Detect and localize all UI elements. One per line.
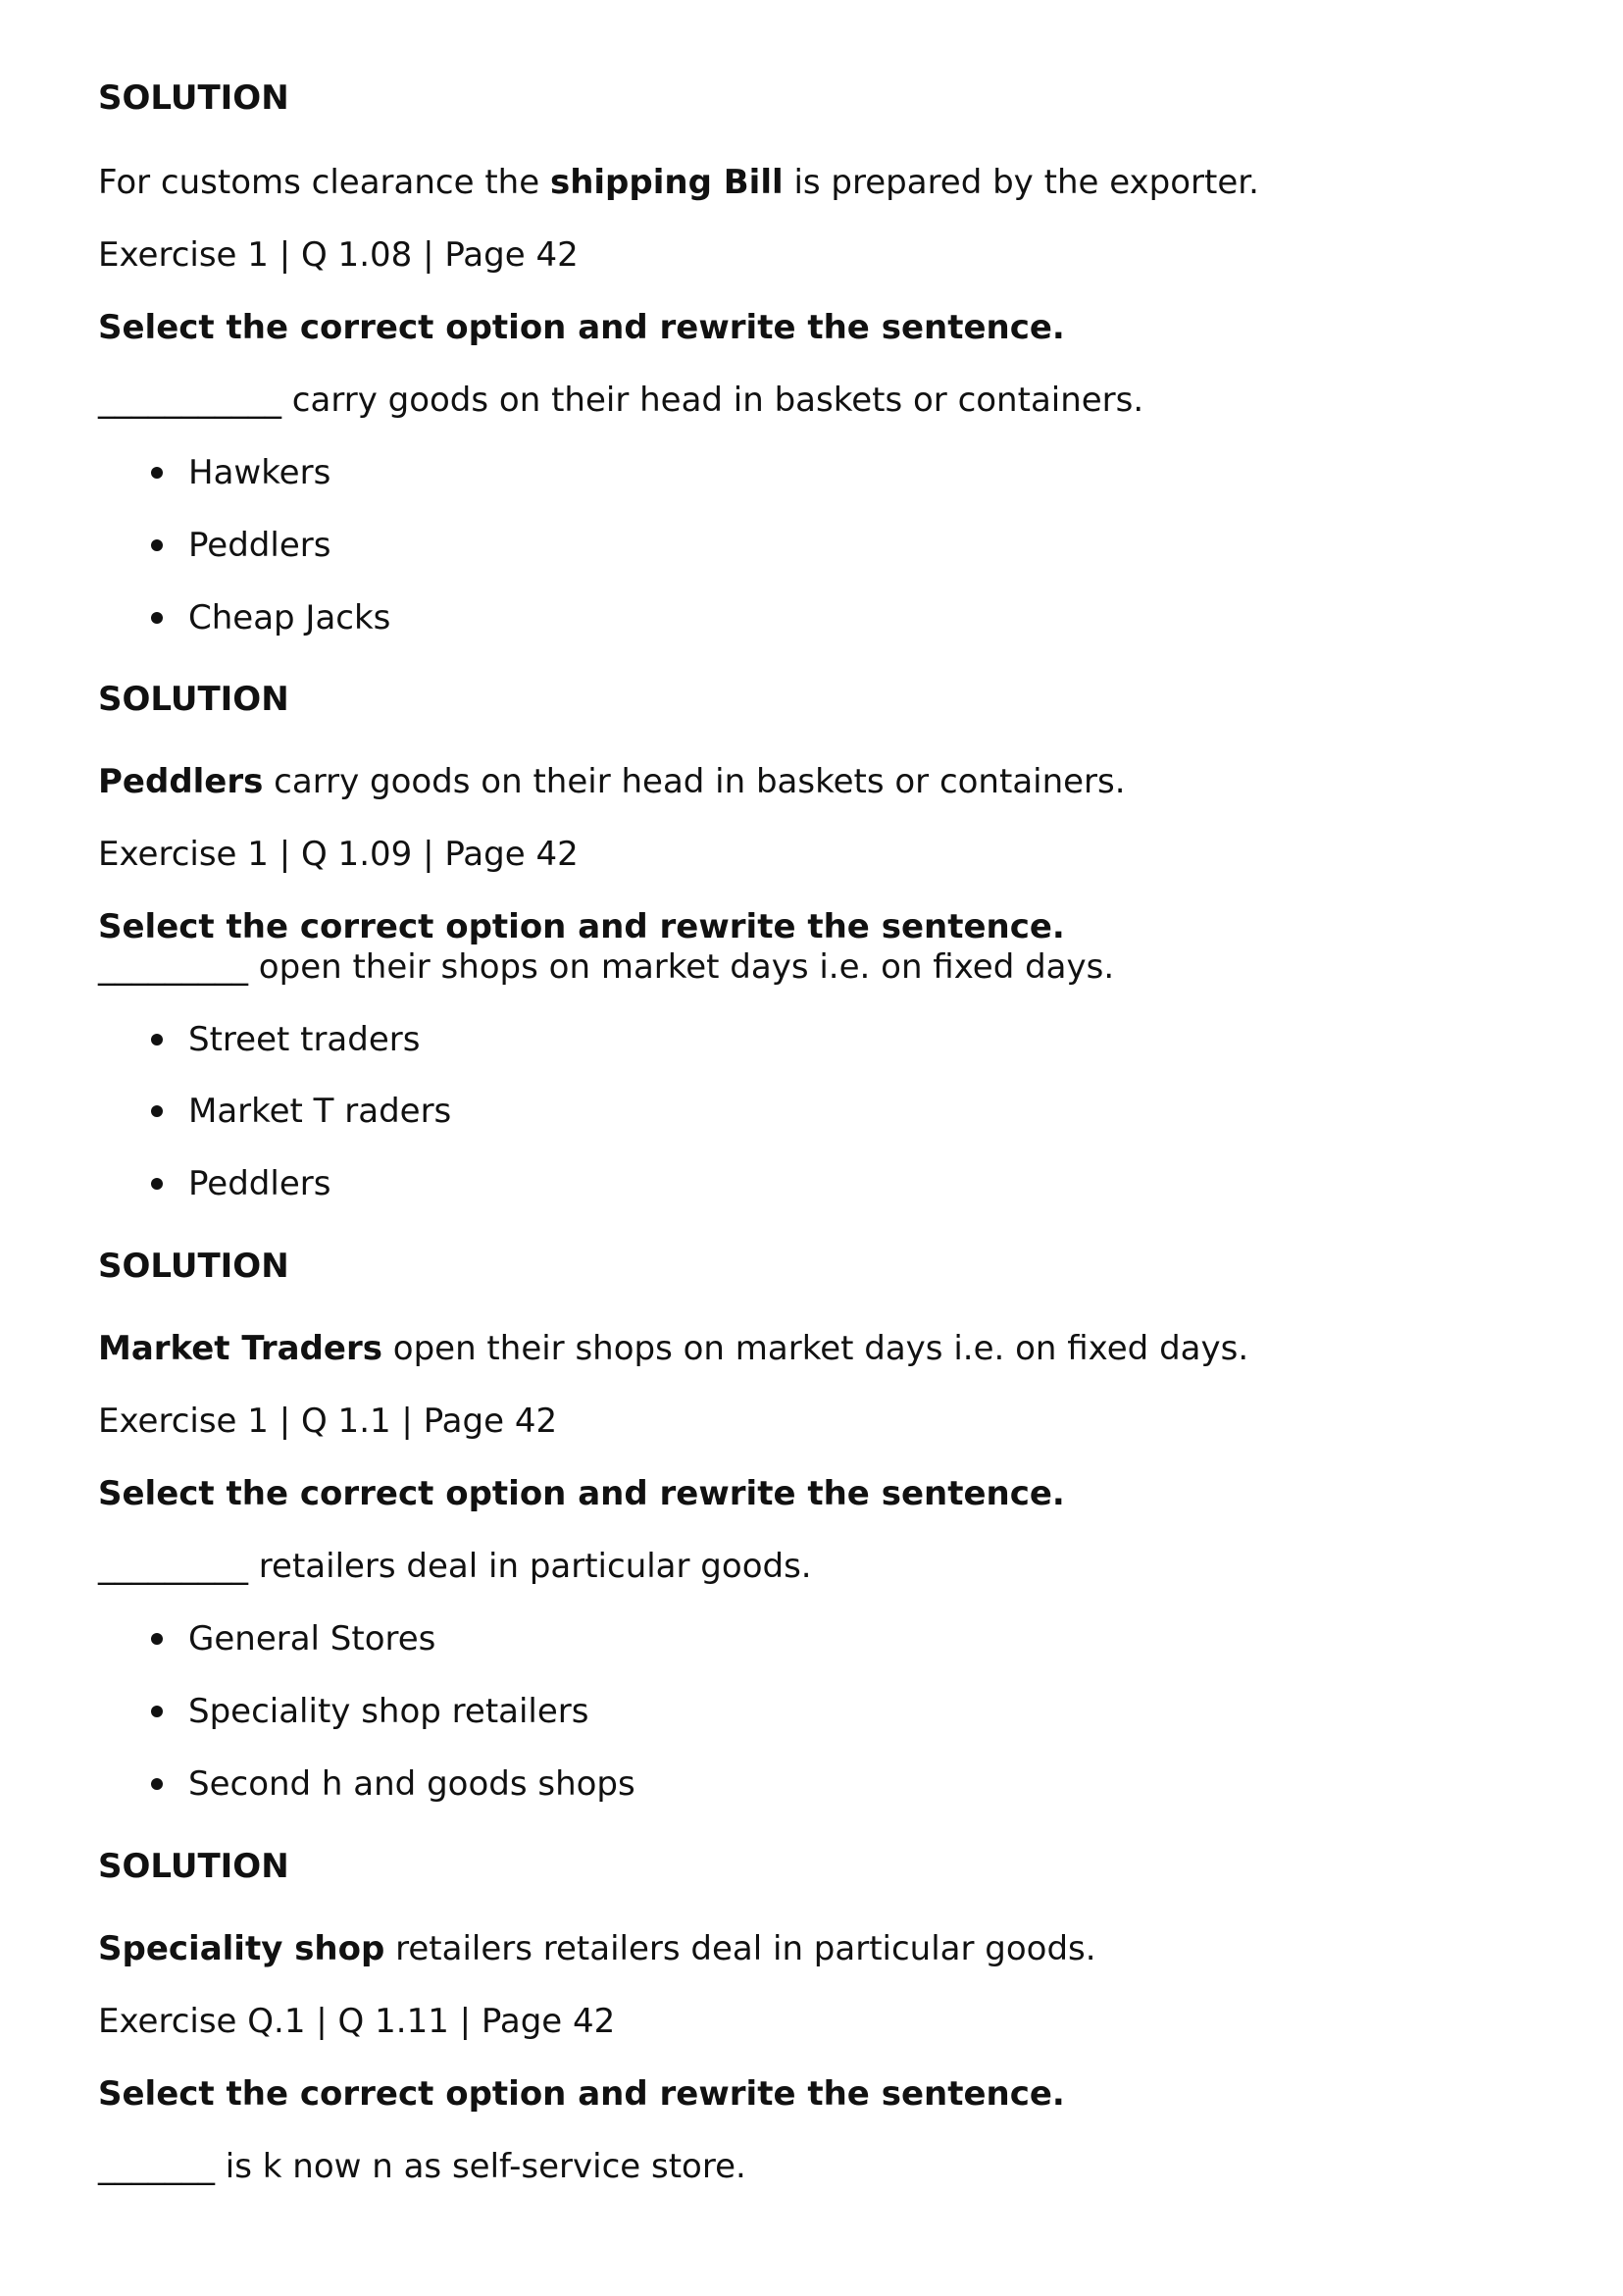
bullet-icon [151, 1105, 163, 1117]
question-text: _______ is k now n as self-service store. [98, 2147, 746, 2186]
question-instruction: Select the correct option and rewrite the sentence. [98, 907, 1065, 946]
bullet-icon [151, 1034, 163, 1046]
option-item: Second h and goods shops [188, 1764, 635, 1804]
bullet-icon [151, 1778, 163, 1790]
option-item: Market T raders [188, 1092, 452, 1131]
bullet-icon [151, 612, 163, 624]
solution-heading: SOLUTION [98, 1847, 289, 1886]
exercise-reference: Exercise 1 | Q 1.1 | Page 42 [98, 1402, 558, 1441]
option-item: Speciality shop retailers [188, 1692, 589, 1731]
solution-answer: Market Traders open their shops on market days i.e. on fixed days. [98, 1329, 1249, 1368]
bullet-icon [151, 539, 163, 551]
exercise-reference: Exercise Q.1 | Q 1.11 | Page 42 [98, 2002, 616, 2041]
option-item: Peddlers [188, 526, 331, 565]
solution-answer: Speciality shop retailers retailers deal in particular goods. [98, 1929, 1096, 1968]
solution-heading: SOLUTION [98, 680, 289, 719]
bullet-icon [151, 1633, 163, 1645]
option-item: Hawkers [188, 453, 331, 492]
question-instruction: Select the correct option and rewrite the sentence. [98, 1474, 1065, 1513]
bullet-icon [151, 1178, 163, 1190]
bullet-icon [151, 1706, 163, 1717]
question-text: _________ open their shops on market days i.e. on fixed days. [98, 947, 1115, 987]
option-item: Peddlers [188, 1164, 331, 1203]
option-item: Cheap Jacks [188, 598, 391, 638]
bullet-icon [151, 467, 163, 479]
question-instruction: Select the correct option and rewrite the sentence. [98, 2074, 1065, 2114]
question-text: _________ retailers deal in particular goods. [98, 1547, 812, 1586]
solution-answer: Peddlers carry goods on their head in baskets or containers. [98, 762, 1126, 801]
question-instruction: Select the correct option and rewrite the sentence. [98, 308, 1065, 347]
question-text: ___________ carry goods on their head in baskets or containers. [98, 381, 1144, 420]
option-item: Street traders [188, 1020, 421, 1059]
solution-answer: For customs clearance the shipping Bill is prepared by the exporter. [98, 163, 1259, 202]
exercise-reference: Exercise 1 | Q 1.09 | Page 42 [98, 835, 579, 874]
exercise-reference: Exercise 1 | Q 1.08 | Page 42 [98, 235, 579, 275]
solution-heading: SOLUTION [98, 1247, 289, 1286]
option-item: General Stores [188, 1619, 436, 1658]
solution-heading: SOLUTION [98, 78, 289, 118]
